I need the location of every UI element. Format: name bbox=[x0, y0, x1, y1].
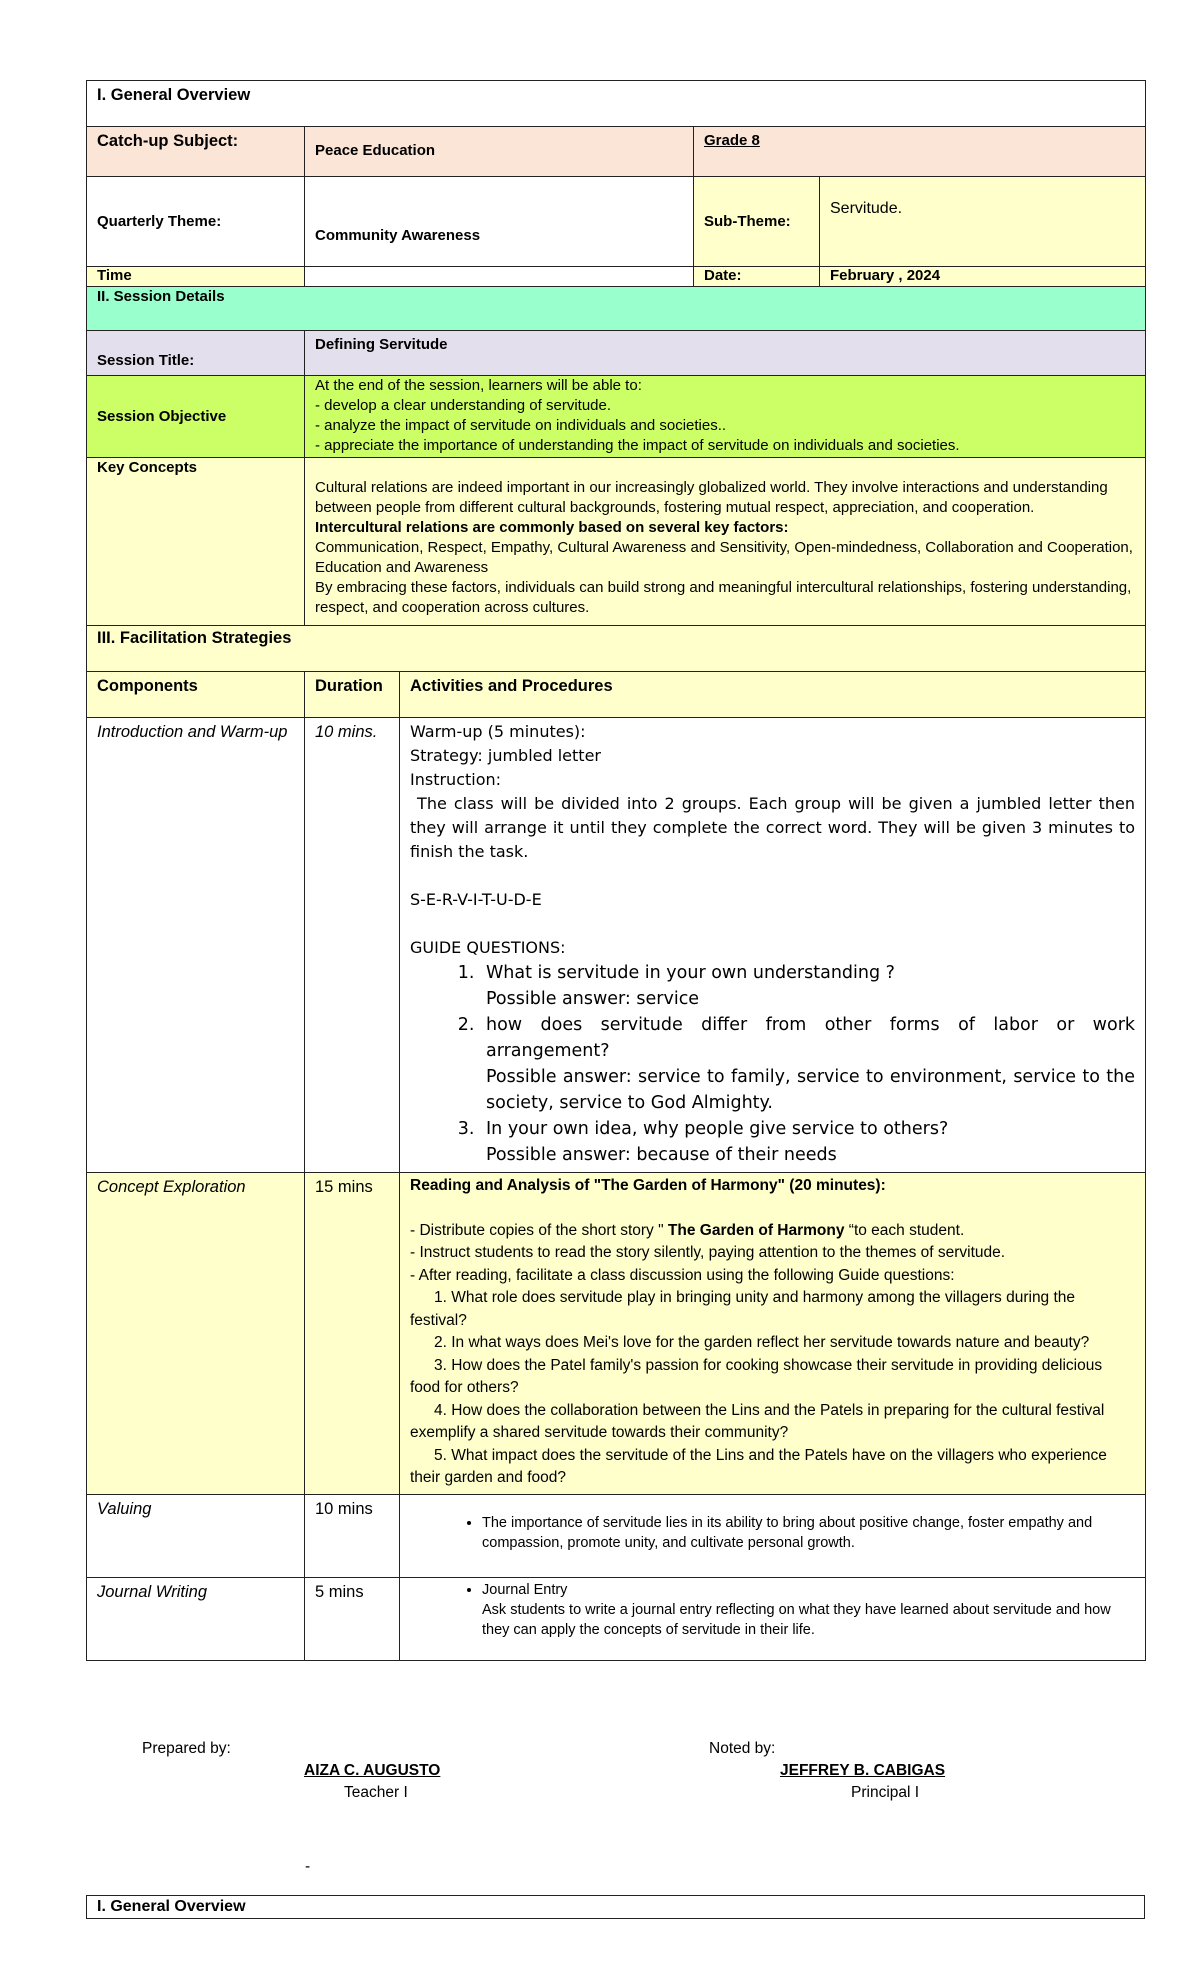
journal-duration: 5 mins bbox=[305, 1578, 400, 1661]
objective-line: - appreciate the importance of understanding the impact of servitude on individuals and societies. bbox=[315, 437, 960, 454]
valuing-component: Valuing bbox=[87, 1495, 305, 1578]
intro-duration: 10 mins. bbox=[305, 718, 400, 1173]
time-value bbox=[305, 267, 694, 287]
noted-by-name: JEFFREY B. CABIGAS bbox=[780, 1762, 946, 1779]
journal-activities bbox=[400, 1578, 1146, 1661]
concept-duration: 15 mins bbox=[305, 1173, 400, 1495]
session-title-value: Defining Servitude bbox=[305, 331, 1146, 376]
valuing-bullet: • The importance of servitude lies in its ability to bring about positive change, foster empathy and compassion, promote unity, and cultivate personal growth. bbox=[482, 1513, 1135, 1553]
strategy-line: Strategy: jumbled letter bbox=[410, 746, 601, 765]
key-concepts-label: Key Concepts bbox=[87, 458, 305, 626]
guide-question: 3. In your own idea, why people give service to others? bbox=[486, 1119, 949, 1139]
key-concepts-factors: Communication, Respect, Empathy, Cultural Awareness and Sensitivity, Open-mindedness, Collaboration and Cooperation, Education and Awareness bbox=[315, 539, 1133, 576]
quarterly-theme-value: Community Awareness bbox=[305, 177, 694, 267]
concept-question: 3. How does the Patel family's passion for cooking showcase their servitude in providing delicious food for others? bbox=[410, 1356, 1103, 1396]
guide-answer: Possible answer: service to family, service to environment, service to the society, service to God Almighty. bbox=[486, 1067, 1136, 1113]
time-label: Time bbox=[87, 267, 305, 287]
prepared-by-label: Prepared by: bbox=[142, 1740, 231, 1757]
journal-bullet bbox=[482, 1580, 1135, 1640]
instruction-label: Instruction: bbox=[410, 770, 502, 789]
key-concepts-bold-line: Intercultural relations are commonly based on several key factors: bbox=[315, 519, 789, 536]
concept-question: 2. In what ways does Mei's love for the garden reflect her servitude towards nature and beauty? bbox=[434, 1334, 1090, 1351]
key-concepts-closing: By embracing these factors, individuals can build strong and meaningful intercultural relationships, fostering understanding, respect, and cooperation across cultures. bbox=[315, 579, 1132, 616]
sub-theme-value: Servitude. bbox=[820, 177, 1146, 267]
guide-question-item bbox=[480, 1116, 1135, 1168]
catchup-subject-value: Peace Education bbox=[305, 127, 694, 177]
session-details-heading: II. Session Details bbox=[87, 287, 1146, 331]
valuing-list bbox=[410, 1513, 1135, 1553]
intro-activities bbox=[400, 718, 1146, 1173]
general-overview-heading: I. General Overview bbox=[87, 81, 1146, 127]
guide-question: 2. how does servitude differ from other forms of labor or work arrangement? bbox=[486, 1015, 1136, 1061]
concept-activities bbox=[400, 1173, 1146, 1495]
valuing-duration: 10 mins bbox=[305, 1495, 400, 1578]
col-duration: Duration bbox=[305, 672, 400, 718]
concept-line-1 bbox=[410, 1220, 1135, 1243]
session-objective-label: Session Objective bbox=[87, 376, 305, 458]
guide-question-item bbox=[480, 1012, 1135, 1116]
concept-question: 4. How does the collaboration between the Lins and the Patels in preparing for the cultural festival exemplify a shared servitude towards their community? bbox=[410, 1401, 1105, 1441]
concept-question: 5. What impact does the servitude of the Lins and the Patels have on the villagers who experience their garden and food? bbox=[410, 1446, 1107, 1486]
sub-theme-label: Sub-Theme: bbox=[694, 177, 820, 267]
facilitation-heading: III. Facilitation Strategies bbox=[87, 626, 1146, 672]
guide-question: 1. What is servitude in your own understanding ? bbox=[486, 963, 895, 983]
prepared-by-title: Teacher I bbox=[344, 1784, 408, 1801]
lesson-plan-table bbox=[86, 80, 1146, 1661]
concept-line-2: - Instruct students to read the story silently, paying attention to the themes of servitude. bbox=[410, 1244, 1006, 1261]
concept-line-3: - After reading, facilitate a class discussion using the following Guide questions: bbox=[410, 1266, 955, 1284]
concept-heading: Reading and Analysis of "The Garden of Harmony" (20 minutes): bbox=[410, 1177, 886, 1194]
concept-component: Concept Exploration bbox=[87, 1173, 305, 1495]
prepared-by-name: AIZA C. AUGUSTO bbox=[304, 1762, 441, 1779]
journal-component: Journal Writing bbox=[87, 1578, 305, 1661]
session-title-label: Session Title: bbox=[87, 331, 305, 376]
concept-line-1-pre: - Distribute copies of the short story " bbox=[410, 1221, 668, 1239]
journal-list bbox=[410, 1580, 1135, 1640]
valuing-activities bbox=[400, 1495, 1146, 1578]
lesson-plan-sheet bbox=[86, 80, 1145, 1661]
journal-entry-text: Ask students to write a journal entry reflecting on what they have learned about servitude and how they can apply the concepts of servitude in their life. bbox=[482, 1602, 1111, 1638]
objective-line: - analyze the impact of servitude on individuals and societies.. bbox=[315, 417, 727, 434]
journal-entry-title: • Journal Entry bbox=[482, 1582, 568, 1598]
col-components: Components bbox=[87, 672, 305, 718]
noted-by-label: Noted by: bbox=[709, 1740, 776, 1757]
key-concepts-paragraph: Cultural relations are indeed important in our increasingly globalized world. They involve interactions and understanding between people from different cultural backgrounds, fostering mutual respect, appreciation, and cooperation. bbox=[315, 479, 1108, 516]
concept-line-1-post: “to each student. bbox=[844, 1221, 965, 1239]
next-page-general-overview-heading: I. General Overview bbox=[86, 1895, 1145, 1919]
dash-mark: - bbox=[305, 1858, 311, 1875]
objective-line: - develop a clear understanding of servitude. bbox=[315, 397, 612, 414]
jumbled-word: S-E-R-V-I-T-U-D-E bbox=[410, 890, 542, 909]
instruction-text: The class will be divided into 2 groups. Each group will be given a jumbled letter then they will arrange it until they complete the correct word. They will be given 3 minutes to finish the task. bbox=[410, 794, 1141, 861]
guide-answer: Possible answer: because of their needs bbox=[486, 1145, 837, 1165]
date-value: February , 2024 bbox=[820, 267, 1146, 287]
session-objective-value bbox=[305, 376, 1146, 458]
concept-question: 1. What role does servitude play in bringing unity and harmony among the villagers during the festival? bbox=[410, 1289, 1076, 1329]
guide-questions-list bbox=[410, 960, 1135, 1168]
catchup-subject-label: Catch-up Subject: bbox=[87, 127, 305, 177]
objective-line: At the end of the session, learners will be able to: bbox=[315, 377, 642, 394]
date-label: Date: bbox=[694, 267, 820, 287]
guide-question-item bbox=[480, 960, 1135, 1012]
warmup-line: Warm-up (5 minutes): bbox=[410, 722, 586, 741]
noted-by-title: Principal I bbox=[851, 1784, 920, 1801]
col-activities: Activities and Procedures bbox=[400, 672, 1146, 718]
story-title: The Garden of Harmony bbox=[667, 1221, 845, 1239]
quarterly-theme-label: Quarterly Theme: bbox=[87, 177, 305, 267]
grade-label: Grade 8 bbox=[694, 127, 1146, 177]
intro-component: Introduction and Warm-up bbox=[87, 718, 305, 1173]
guide-questions-label: GUIDE QUESTIONS: bbox=[410, 938, 566, 957]
key-concepts-value bbox=[305, 458, 1146, 626]
guide-answer: Possible answer: service bbox=[486, 989, 700, 1009]
